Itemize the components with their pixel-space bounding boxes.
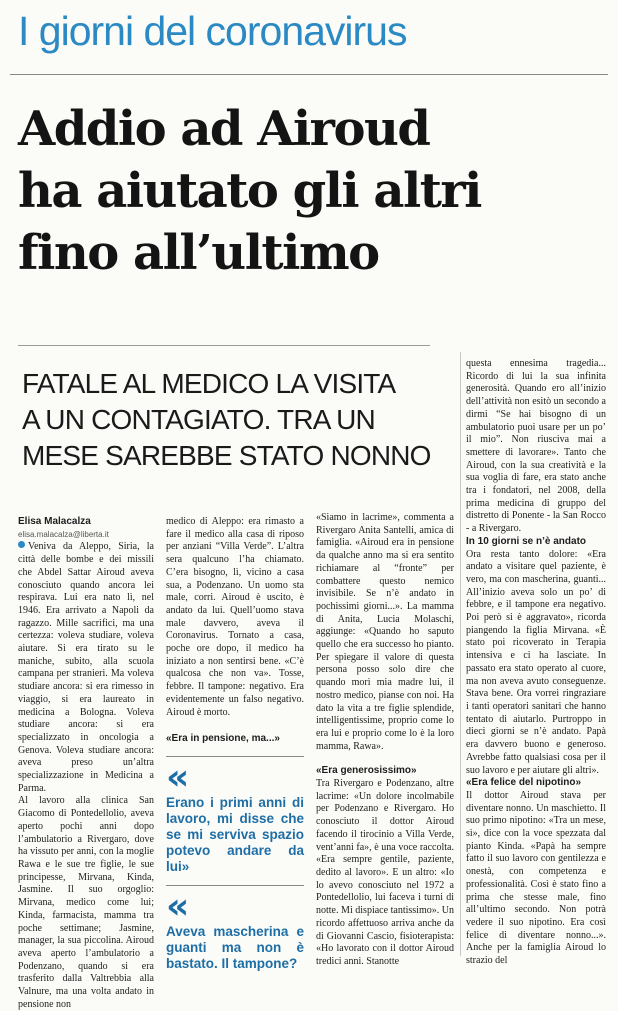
col1-paragraph-1 <box>18 541 154 795</box>
col1-paragraph-2: Al lavoro alla clinica San Giacomo di Pontedellolio, aveva aperto pochi anni dopo l’ambulatorio a Rivergaro, dove ha vissuto per anni, con la moglie Rawa e le sue tre figlie, le sue principesse, Mirvana, Kinda, Jasmine. Il suo orgoglio: Mirvana, medico come lui; Kinda, farmacista, mamma tra poche settimane; Jasmine, manager, la sua piccolina. Airoud aveva aperto l’ambulatorio a Podenzano, quando si era trasferito dalla Valtrebbia alla Valnure, ma una volta andato in pensione non <box>18 795 154 1010</box>
quote-mark-icon: « <box>166 756 184 798</box>
col4-paragraph-3: Il dottor Airoud stava per diventare nonno. Un maschietto. Il suo primo nipotino: «Tra un mese, sì», dice con la voce spezzata dal pianto Kinda. «Papà ha sempre fatto il suo lavoro con gentilezza e onestà, con competenza e professionalità. Così è stato fino a prima che stesse male, fino all’ultimo secondo. Non potrà vedere il suo nipotino. Era così felice di diventare nonno...». Anche per la famiglia Airoud lo strazio del <box>466 789 606 967</box>
column-1 <box>18 516 154 1011</box>
col3-paragraph-1: «Siamo in lacrime», commenta a Rivergaro Anita Santelli, amica di famiglia. «Airoud era in pensione da qualche anno ma si era sentito richiamare al “fronte” per combattere questo nemico invisibile. Se n’è andato in pochissimi giorni...». La mamma di Anita, Lucia Molaschi, aggiunge: «Quando ho saputo quello che era successo ho pianto. Per spiegare il valore di questa persona posso solo dire che quando morì mia madre lui, il nostro medico, pianse con noi. Ha dato la vita a tre figlie splendide, intelligentissime, proprio come lo era lui e proprio come lo è la loro mamma, Rawa». <box>316 512 454 752</box>
headline <box>18 98 608 284</box>
subhead-line-1: FATALE AL MEDICO LA VISITA <box>22 368 396 399</box>
headline-line-2: ha aiutato gli altri <box>18 163 481 219</box>
headline-line-3: fino all’ultimo <box>18 225 379 281</box>
subhead-line-3: MESE SAREBBE STATO NONNO <box>22 440 431 471</box>
col3-section-heading: «Era generosissimo» <box>316 765 417 777</box>
col2-section-heading: «Era in pensione, ma...» <box>166 733 280 745</box>
col4-paragraph-1: questa ennesima tragedia... Ricordo di lui la sua infinita generosità. Quando ero all’inizio dell’attività non esitò un secondo a dirmi “Se hai bisogno di un ambulatorio puoi usare per un po’ il mio”. Non riusciva mai a smettere di lavorare». Tanto che Airoud, con la sua creatività e la sua voglia di fare, era stato anche tra i fondatori, nel 2008, della prima medicina di gruppo del distretto di Ponente - la San Rocco - a Rivergaro. <box>466 358 606 535</box>
col4-section-heading-2: «Era felice del nipotino» <box>466 777 582 789</box>
section-kicker: I giorni del coronavirus <box>18 8 407 54</box>
col3-paragraph-2: Tra Rivergaro e Podenzano, altre lacrime: «Un dolore incolmabile per Podenzano e Rivergaro. Ho conosciuto il dottor Airoud facendo il tirocinio a Villa Verde, vent’anni fa», è una voce raccolta. «Era sempre gentile, paziente, dedito al lavoro». E un altro: «Io lo avevo conosciuto nel 1972 a Pontedellolio, lui faceva i turni di notte. Mi dispiace tantissimo». Un ricordo affettuoso arriva anche da di Giovanni Cascio, fisioterapista: «Ho lavorato con il dottor Airoud tredici anni. Stanotte <box>316 778 454 967</box>
quote-mark-icon: « <box>166 885 184 927</box>
pull-quote-2 <box>166 885 304 972</box>
pull-quote-1 <box>166 756 304 875</box>
col2-paragraph-1: medico di Aleppo: era rimasto a fare il medico alla casa di riposo per anziani “Villa Verde”. L’altra sera qualcuno l’ha chiamato. C’era bisogno, lì, vicino a casa sua, a Podenzano. Un uomo sta male, corri. Airoud è uscito, è andato da lui. Quell’uomo stava male davvero, aveva il Coronavirus. Tornato a casa, poche ore dopo, il medico ha iniziato a non sentirsi bene. «C’è qualcosa che non va». Tosse, febbre. Il tampone: negativo. Era evidentemente un falso negativo. Airoud è morto. <box>166 516 304 718</box>
byline-name: Elisa Malacalza <box>18 516 91 527</box>
pull-quote-2-text: Aveva mascherina e guanti ma non è bastato. Il tampone? <box>166 923 304 971</box>
headline-rule <box>18 345 430 346</box>
col4-paragraph-2: Ora resta tanto dolore: «Era andato a visitare quel paziente, è vero, ma con mascherina, guanti... All’inizio aveva solo un po’ di febbre, e il tampone era negativo. Poi però si è aggravato», ricorda piangendo la figlia Mirvana. «È stato poi ricoverato in Terapia intensiva e ci ha lasciate. In passato era stato operato al cuore, ma non aveva avuto conseguenze. Stava bene. Ora vorrei ringraziare i tanti operatori sanitari che hanno tentato di aiutarlo. Purtroppo in dieci giorni se n’è andato. Papà era davvero buono e generoso. Avrebbe fatto qualsiasi cosa per il suo lavoro e per aiutare gli altri». <box>466 548 606 776</box>
pull-quote-1-text: Erano i primi anni di lavoro, mi disse che se mi serviva spazio potevo andare da lui» <box>166 794 304 874</box>
column-divider <box>460 352 461 956</box>
headline-line-1: Addio ad Airoud <box>18 101 430 157</box>
column-4-top <box>466 358 606 968</box>
column-2 <box>166 516 304 972</box>
subhead-line-2: A UN CONTAGIATO. TRA UN <box>22 404 375 435</box>
col1-text-1: Veniva da Aleppo, Siria, la città delle bombe e dei missili che Abdel Sattar Airoud aveva conosciuto quando ancora lei respirava. Lui era nato lì, nel 1946. Era arrivato a Napoli da ragazzo. Mille sacrifici, ma una certezza: voleva studiare, voleva aiutare. Si era tirato su le maniche, subito, alla scuola campana per stranieri. Ma voleva studiare ancora: si era rimesso in viaggio, si era laureato in medicina a Bologna. Voleva studiare ancora: si era specializzato in oncologia a Genova. Voleva studiare ancora: aveva preso un’altra specializzazione in Medicina a Parma. <box>18 541 154 794</box>
kicker-rule <box>10 74 608 75</box>
bullet-dot-icon <box>18 541 25 548</box>
column-3 <box>316 512 454 969</box>
byline-email: elisa.malacalza@liberta.it <box>18 529 109 539</box>
col4-section-heading-1: In 10 giorni se n’è andato <box>466 535 587 547</box>
